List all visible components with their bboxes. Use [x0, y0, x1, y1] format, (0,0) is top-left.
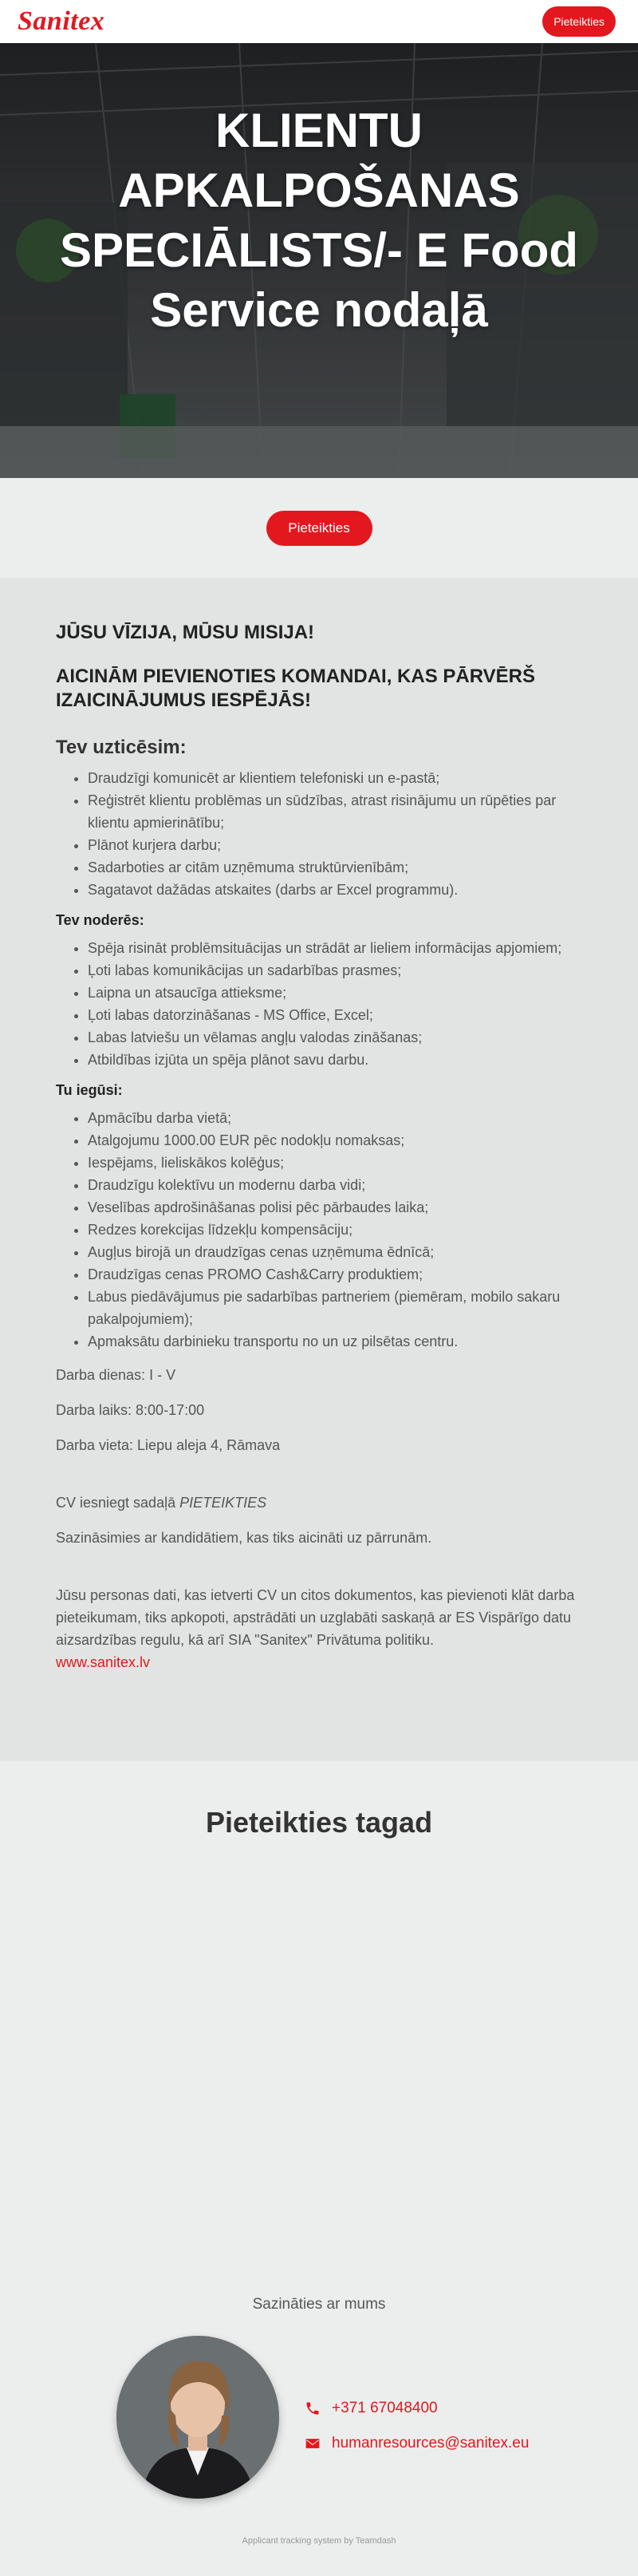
cv-apply-word: PIETEIKTIES — [179, 1495, 267, 1511]
list-item: • Apmaksātu darbinieku transportu no un uz pilsētas centru. — [88, 1330, 582, 1353]
list-item: • Veselības apdrošināšanas polisi pēc pārbaudes laika; — [88, 1196, 582, 1219]
benefits-list — [56, 1107, 582, 1353]
recruiter-avatar — [116, 2336, 279, 2499]
vision-heading: JŪSU VĪZIJA, MŪSU MISIJA! — [56, 622, 315, 643]
header-apply-button[interactable]: Pieteikties — [542, 6, 616, 37]
list-item: • Sagatavot dažādas atskaites (darbs ar Excel programmu). — [88, 879, 582, 901]
phone-icon — [305, 2400, 321, 2416]
footer — [0, 2529, 638, 2561]
contact-phone[interactable] — [305, 2400, 438, 2417]
list-item: • Ļoti labas komunikācijas un sadarbības prasmes; — [88, 959, 582, 982]
apply-now-section — [0, 1761, 638, 2296]
cv-prefix: CV iesniegt sadaļā — [56, 1495, 180, 1511]
apply-now-title: Pieteikties tagad — [205, 1806, 433, 1839]
apply-band — [0, 478, 638, 578]
requirements-title: Tev noderēs: — [56, 912, 144, 928]
contact-note: Sazināsimies ar kandidātiem, kas tiks aicināti uz pārrunām. — [56, 1530, 432, 1546]
envelope-icon — [305, 2436, 321, 2452]
work-days: Darba dienas: I - V — [56, 1367, 176, 1383]
list-item: • Atbildības izjūta un spēja plānot savu darbu. — [88, 1049, 582, 1071]
invite-heading: AICINĀM PIEVIENOTIES KOMANDAI, KAS PĀRVĒRŠ IZAICINĀJUMUS IESPĒJĀS! — [56, 666, 535, 711]
website-link[interactable]: www.sanitex.lv — [56, 1654, 151, 1670]
list-item: • Draudzīgu kolektīvu un modernu darba vidi; — [88, 1174, 582, 1196]
list-item: • Apmācību darba vietā; — [88, 1107, 582, 1129]
list-item: • Augļus birojā un draudzīgas cenas uzņēmuma ēdnīcā; — [88, 1241, 582, 1263]
list-item: • Redzes korekcijas līdzekļu kompensāciju; — [88, 1219, 582, 1241]
list-item: • Sadarboties ar citām uzņēmuma struktūrvienībām; — [88, 856, 582, 879]
list-item: • Labas latviešu un vēlamas angļu valodas zināšanas; — [88, 1026, 582, 1049]
list-item: • Ļoti labas datorzināšanas - MS Office, Excel; — [88, 1004, 582, 1026]
top-bar — [0, 0, 638, 43]
footer-text[interactable]: Applicant tracking system by Teamdash — [242, 2536, 396, 2546]
hero-banner — [0, 43, 638, 478]
list-item: • Plānot kurjera darbu; — [88, 834, 582, 856]
contact-email[interactable] — [305, 2435, 529, 2452]
cv-instruction — [56, 1491, 582, 1514]
job-description — [0, 578, 638, 1761]
list-item: • Draudzīgi komunicēt ar klientiem telefoniski un e-pastā; — [88, 767, 582, 789]
work-hours: Darba laiks: 8:00-17:00 — [56, 1402, 205, 1418]
sanitex-logo[interactable]: Sanitex — [18, 6, 105, 36]
list-item: • Draudzīgas cenas PROMO Cash&Carry produktiem; — [88, 1263, 582, 1286]
list-item: • Labus piedāvājumus pie sadarbības partneriem (piemēram, mobilo sakaru pakalpojumiem); — [88, 1286, 582, 1330]
duties-title: Tev uzticēsim: — [56, 737, 187, 758]
list-item: • Reģistrēt klientu problēmas un sūdzības, atrast risinājumu un rūpēties par klientu apmierinātību; — [88, 789, 582, 834]
duties-list — [56, 767, 582, 901]
list-item: • Iespējams, lieliskākos kolēģus; — [88, 1152, 582, 1174]
list-item: • Laipna un atsaucīga attieksme; — [88, 982, 582, 1004]
job-title: KLIENTU APKALPOŠANAS SPECIĀLISTS/- E Food Service nodaļā — [59, 104, 578, 337]
contact-section — [0, 2296, 638, 2529]
email-address[interactable]: humanresources@sanitex.eu — [332, 2435, 530, 2452]
contact-title: Sazināties ar mums — [252, 2296, 386, 2313]
benefits-title: Tu iegūsi: — [56, 1082, 123, 1098]
privacy-text: Jūsu personas dati, kas ietverti CV un citos dokumentos, kas pievienoti klāt darba pieteikumam, tiks apkopoti, apstrādāti un uzglabāti saskaņā ar ES Vispārīgo datu aizsardzības regulu, kā arī SIA "Sanitex" Privātuma politiku. — [56, 1587, 575, 1648]
requirements-list — [56, 937, 582, 1071]
phone-number[interactable]: +371 67048400 — [332, 2400, 438, 2416]
work-place: Darba vieta: Liepu aleja 4, Rāmava — [56, 1437, 281, 1453]
apply-button[interactable]: Pieteikties — [266, 511, 372, 546]
list-item: • Atalgojumu 1000.00 EUR pēc nodokļu nomaksas; — [88, 1129, 582, 1152]
list-item: • Spēja risināt problēmsituācijas un strādāt ar lieliem informācijas apjomiem; — [88, 937, 582, 959]
